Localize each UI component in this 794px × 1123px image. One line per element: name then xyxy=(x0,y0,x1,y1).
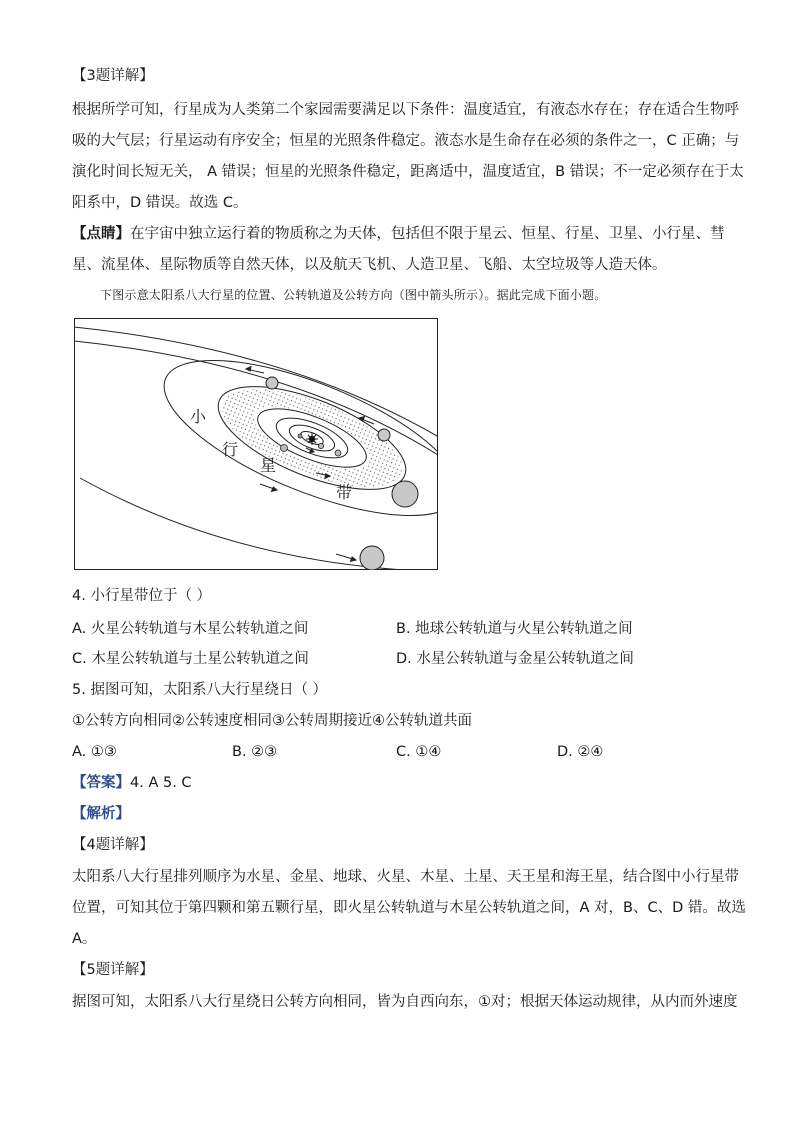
planet-mercury xyxy=(298,434,302,438)
planet-neptune xyxy=(360,546,384,570)
q5-option-a: A. ①③ xyxy=(72,744,117,760)
answer-text: 4. A 5. C xyxy=(130,775,192,791)
analysis-label: 【解析】 xyxy=(72,806,130,822)
section-4-header: 【4题详解】 xyxy=(72,837,154,853)
planet-venus xyxy=(318,443,323,448)
planet-jupiter xyxy=(392,481,418,507)
belt-label-char: 星 xyxy=(260,456,277,475)
planet-saturn xyxy=(378,429,390,441)
q5-option-d: D. ②④ xyxy=(557,744,604,760)
section-4-line: A。 xyxy=(72,931,97,947)
section-3-header: 【3题详解】 xyxy=(72,68,154,84)
answer-line xyxy=(72,773,192,793)
question-5-stem: 5. 据图可知，太阳系八大行星绕日（ ） xyxy=(72,682,328,698)
question-4-stem: 4. 小行星带位于（ ） xyxy=(72,588,212,604)
section-4-line: 位置，可知其位于第四颗和第五颗行星，即火星公转轨道与木星公转轨道之间，A 对，B、C、D 错。故选 xyxy=(72,900,746,916)
planet-earth xyxy=(335,450,341,456)
belt-label-char: 小 xyxy=(190,407,207,426)
planet-uranus xyxy=(266,377,278,389)
dianjing-text: 在宇宙中独立运行着的物质称之为天体，包括但不限于星云、恒星、行星、卫星、小行星、彗 xyxy=(130,226,725,242)
dianjing-line-2: 星、流星体、星际物质等自然天体，以及航天飞机、人造卫星、飞船、太空垃圾等人造天体。 xyxy=(72,257,667,273)
figure-caption: 下图示意太阳系八大行星的位置、公转轨道及公转方向（图中箭头所示）。据此完成下面小题。 xyxy=(100,288,607,302)
section-4-line: 太阳系八大行星排列顺序为水星、金星、地球、火星、木星、土星、天王星和海王星，结合图中小行星带 xyxy=(72,869,739,885)
planet-mars xyxy=(281,445,288,452)
section-3-line: 阳系中，D 错误。故选 C。 xyxy=(72,195,248,211)
belt-label-char: 行 xyxy=(222,440,239,459)
q4-option-d: D. 水星公转轨道与金星公转轨道之间 xyxy=(396,651,634,667)
answer-label: 【答案】 xyxy=(72,775,130,791)
q5-option-b: B. ②③ xyxy=(232,744,278,760)
belt-label-char: 带 xyxy=(336,483,353,502)
section-5-header: 【5题详解】 xyxy=(72,962,154,978)
solar-system-figure xyxy=(74,318,438,570)
section-3-line: 演化时间长短无关， A 错误；恒星的光照条件稳定，距离适中，温度适宜，B 错误；不一定必须存在于太 xyxy=(72,164,744,180)
section-5-line: 据图可知，太阳系八大行星绕日公转方向相同，皆为自西向东，①对；根据天体运动规律，从内而外速度 xyxy=(72,994,738,1010)
q4-option-c: C. 木星公转轨道与土星公转轨道之间 xyxy=(72,651,309,667)
question-5-statements: ①公转方向相同②公转速度相同③公转周期接近④公转轨道共面 xyxy=(72,713,472,729)
q4-option-a: A. 火星公转轨道与木星公转轨道之间 xyxy=(72,621,309,637)
dianjing-line-1 xyxy=(72,224,725,244)
dianjing-label: 【点睛】 xyxy=(72,226,130,242)
q5-option-c: C. ①④ xyxy=(396,744,442,760)
q4-option-b: B. 地球公转轨道与火星公转轨道之间 xyxy=(396,621,633,637)
section-3-line: 吸的大气层；行星运动有序安全；恒星的光照条件稳定。液态水是生命存在必须的条件之一，C 正确；与 xyxy=(72,133,740,149)
section-3-line: 根据所学可知，行星成为人类第二个家园需要满足以下条件：温度适宜，有液态水存在；存在适合生物呼 xyxy=(72,102,739,118)
